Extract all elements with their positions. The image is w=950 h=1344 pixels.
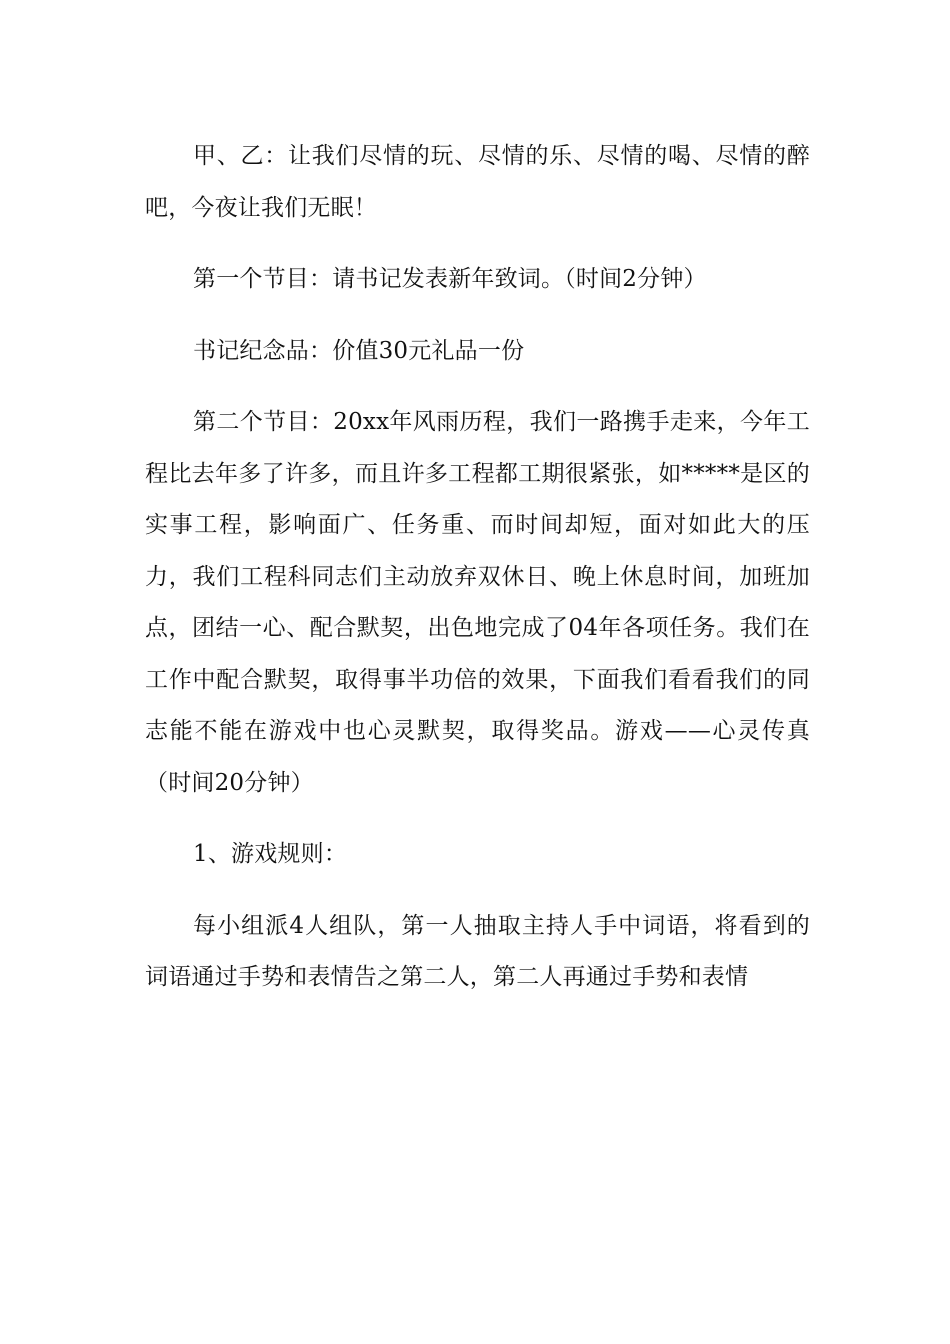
paragraph-souvenir: 书记纪念品：价值30元礼品一份 bbox=[193, 337, 525, 364]
paragraph-program-one: 第一个节目：请书记发表新年致词。（时间2分钟） bbox=[193, 266, 707, 292]
paragraph-game-rules: 每小组派4人组队，第一人抽取主持人手中词语，将看到的词语通过手势和表情告之第二人，第二人再通过手势和表情 bbox=[145, 912, 810, 990]
document-body bbox=[145, 131, 810, 1004]
paragraph-program-two: 第二个节目：20xx年风雨历程，我们一路携手走来，今年工程比去年多了许多，而且许多工程都工期很紧张，如*****是区的实事工程，影响面广、任务重、而时间却短，面对如此大的压力，我们工程科同志们主动放弃双休日、晚上休息时间，加班加点，团结一心、配合默契，出色地完成了04年各项任务。我们在工作中配合默契，取得事半功倍的效果，下面我们看看我们的同志能不能在游戏中也心灵默契，取得奖品。游戏——心灵传真（时间20分钟） bbox=[145, 409, 810, 796]
paragraph-game-rules-heading: 1、游戏规则： bbox=[193, 841, 348, 867]
paragraph-closing-line: 甲、乙：让我们尽情的玩、尽情的乐、尽情的喝、尽情的醉吧，今夜让我们无眠！ bbox=[145, 143, 810, 221]
